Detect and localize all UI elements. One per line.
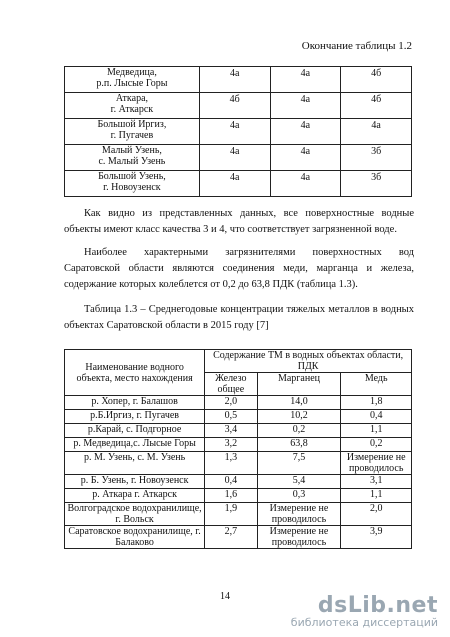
copper-cell: 3,9 (341, 526, 412, 549)
copper-cell: 0,2 (341, 438, 412, 452)
table-row (65, 145, 412, 171)
copper-cell: 2,0 (341, 503, 412, 526)
iron-cell: 2,7 (205, 526, 257, 549)
quality-class-cell: 3б (341, 171, 412, 197)
paragraph-2: Наиболее характерными загрязнителями поверхностных вод Саратовской области являются соединения меди, марганца и железа, содержание которых колеблется от 0,2 до 63,8 ПДК (таблица 1.3). (64, 247, 414, 290)
table-row (65, 424, 412, 438)
table-1-2 (64, 66, 412, 197)
copper-cell: 1,1 (341, 424, 412, 438)
table-row (65, 452, 412, 475)
paragraph-1: Как видно из представленных данных, все поверхностные водные объекты имеют класс качества 3 и 4, что соответствует загрязненной воде. (64, 208, 414, 235)
iron-cell: 1,9 (205, 503, 257, 526)
table-row (65, 67, 412, 93)
table-row (65, 396, 412, 410)
table-row (65, 489, 412, 503)
table-row (65, 410, 412, 424)
object-name-cell: Волгоградское водохранилище, г. Вольск (65, 503, 205, 526)
quality-class-cell: 4а (199, 145, 270, 171)
object-name-cell (65, 119, 200, 145)
col-header-object: Наименование водного объекта, место нахождения (65, 350, 205, 396)
object-name-cell (65, 93, 200, 119)
table-row (65, 475, 412, 489)
object-name-cell: р.Б.Иргиз, г. Пугачев (65, 410, 205, 424)
quality-class-cell: 4б (341, 93, 412, 119)
quality-class-cell: 4а (270, 67, 341, 93)
object-river: Большой Иргиз, (97, 119, 167, 130)
object-place: р.п. Лысые Горы (96, 78, 168, 89)
col-header-copper: Медь (341, 373, 412, 396)
iron-cell: 0,5 (205, 410, 257, 424)
manganese-cell: 10,2 (257, 410, 341, 424)
table-row (65, 438, 412, 452)
iron-cell: 1,3 (205, 452, 257, 475)
object-river: Большой Узень, (98, 171, 166, 182)
watermark (291, 593, 438, 629)
object-place: г. Пугачев (110, 130, 154, 141)
quality-class-cell: 3б (341, 145, 412, 171)
col-header-group: Содержание ТМ в водных объектах области, ПДК (205, 350, 412, 373)
col-header-manganese: Марганец (257, 373, 341, 396)
object-name-cell: р.Карай, с. Подгорное (65, 424, 205, 438)
object-name-cell: р. М. Узень, с. М. Узень (65, 452, 205, 475)
copper-cell: 1,8 (341, 396, 412, 410)
copper-cell: 1,1 (341, 489, 412, 503)
object-river: Малый Узень, (101, 145, 162, 156)
page-number: 14 (220, 591, 230, 602)
iron-cell: 1,6 (205, 489, 257, 503)
iron-cell: 0,4 (205, 475, 257, 489)
object-place: с. Малый Узень (98, 156, 166, 167)
object-name-cell: р. Хопер, г. Балашов (65, 396, 205, 410)
table-row (65, 119, 412, 145)
quality-class-cell: 4а (270, 119, 341, 145)
object-place: г. Аткарск (110, 104, 154, 115)
manganese-cell: 0,2 (257, 424, 341, 438)
quality-class-cell: 4а (199, 67, 270, 93)
watermark-logo: dsLib.net (317, 593, 438, 618)
quality-class-cell: 4а (270, 145, 341, 171)
watermark-subtitle: библиотека диссертаций (290, 616, 438, 629)
object-place: г. Новоузенск (103, 182, 161, 193)
quality-class-cell: 4а (199, 119, 270, 145)
table-continuation-caption: Окончание таблицы 1.2 (301, 40, 412, 52)
quality-class-cell: 4б (341, 67, 412, 93)
manganese-cell: 63,8 (257, 438, 341, 452)
quality-class-cell: 4а (199, 171, 270, 197)
manganese-cell: 5,4 (257, 475, 341, 489)
copper-cell: 0,4 (341, 410, 412, 424)
table-row (65, 526, 412, 549)
object-name-cell (65, 171, 200, 197)
object-river: Медведица, (106, 67, 157, 78)
manganese-cell: 7,5 (257, 452, 341, 475)
table-row (65, 503, 412, 526)
object-name-cell (65, 67, 200, 93)
object-name-cell: Саратовское водохранилище, г. Балаково (65, 526, 205, 549)
object-name-cell: р. Медведица,с. Лысые Горы (65, 438, 205, 452)
manganese-cell: 0,3 (257, 489, 341, 503)
table-row (65, 171, 412, 197)
manganese-cell: 14,0 (257, 396, 341, 410)
manganese-cell: Измерение не проводилось (257, 503, 341, 526)
object-name-cell (65, 145, 200, 171)
iron-cell: 3,2 (205, 438, 257, 452)
iron-cell: 2,0 (205, 396, 257, 410)
manganese-cell: Измерение не проводилось (257, 526, 341, 549)
quality-class-cell: 4а (270, 93, 341, 119)
table-1-3 (64, 349, 412, 549)
copper-cell: 3,1 (341, 475, 412, 489)
object-name-cell: р. Аткара г. Аткарск (65, 489, 205, 503)
iron-cell: 3,4 (205, 424, 257, 438)
quality-class-cell: 4а (341, 119, 412, 145)
quality-class-cell: 4б (199, 93, 270, 119)
copper-cell: Измерение не проводилось (341, 452, 412, 475)
col-header-iron: Железо общее (205, 373, 257, 396)
quality-class-cell: 4а (270, 171, 341, 197)
object-river: Аткара, (115, 93, 149, 104)
object-name-cell: р. Б. Узень, г. Новоузенск (65, 475, 205, 489)
table-1-3-title: Таблица 1.3 – Среднегодовые концентрации тяжелых металлов в водных объектах Саратовской области в 2015 году [7] (64, 304, 414, 331)
table-row (65, 93, 412, 119)
